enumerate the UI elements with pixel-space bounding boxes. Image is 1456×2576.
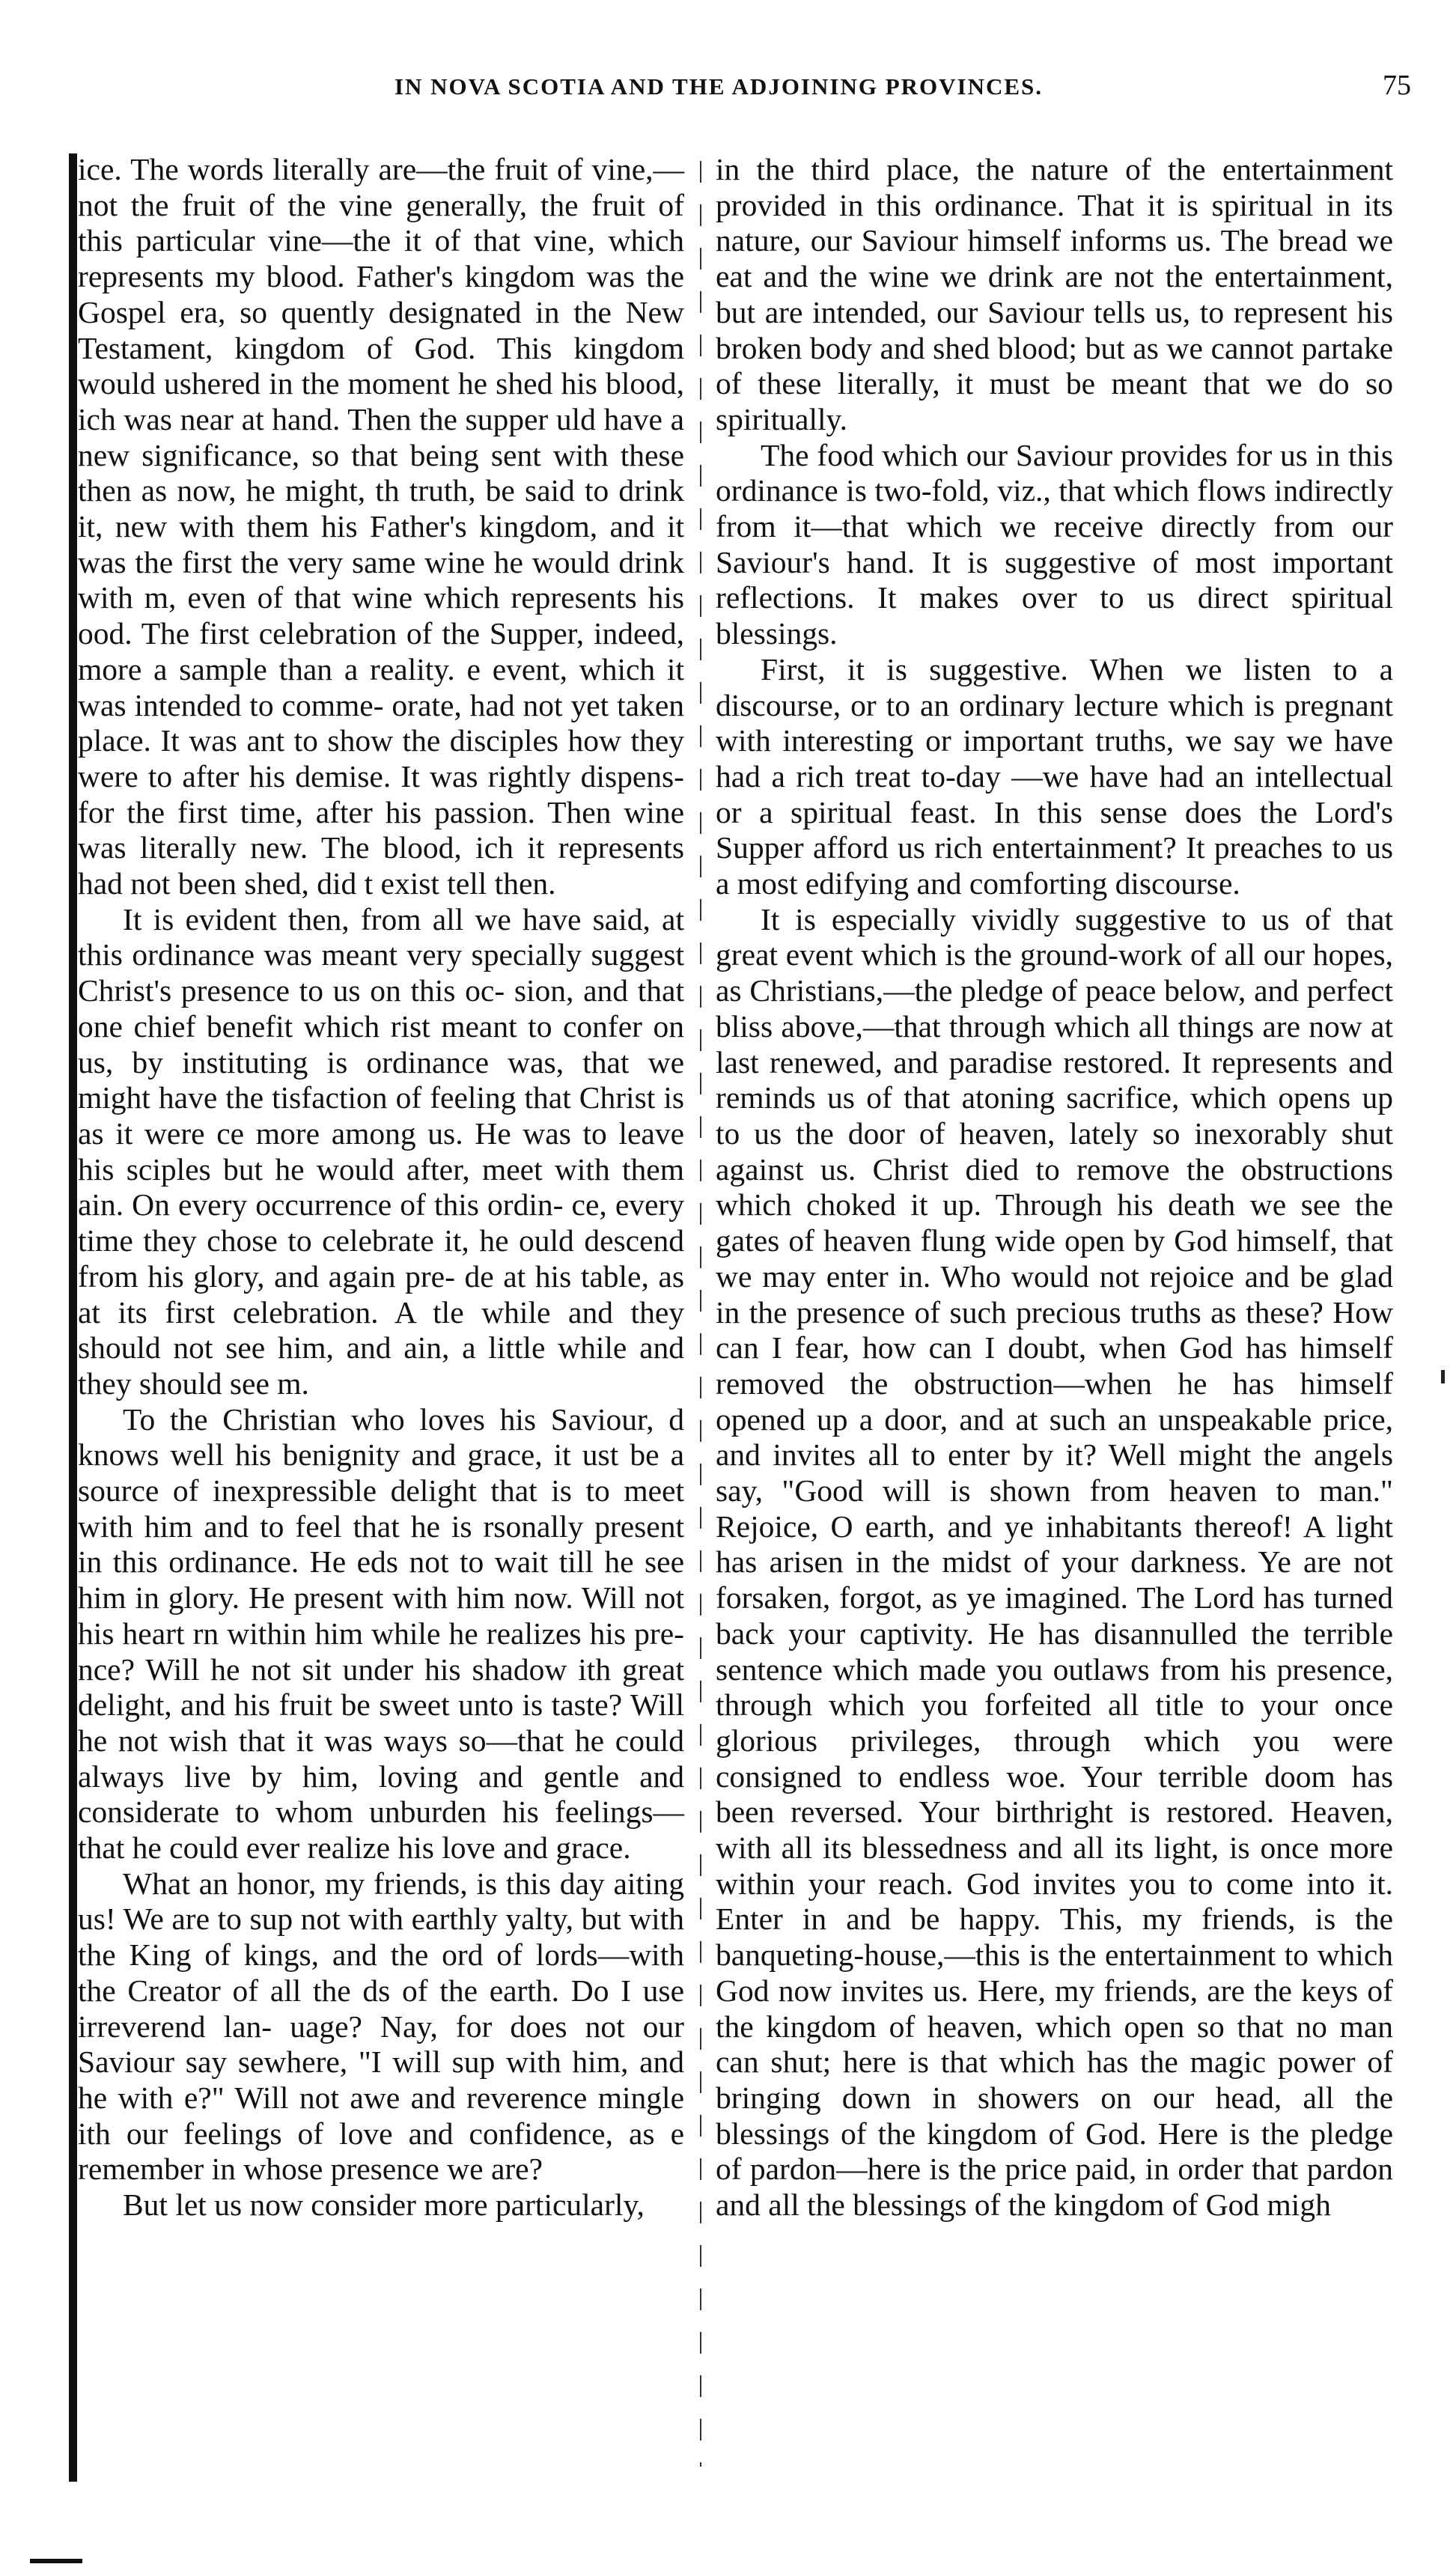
- paragraph: ice. The words literally are—the fruit of vine,—not the fruit of the vine generally, the fruit of this particular vine—the it of that vine, which represents my blood. Father's kingdom was the Gospel era, so quently designated in the New Testament, kingdom of God. This kingdom would ushered in the moment he shed his blood, ich was near at hand. Then the supper uld have a new significance, so that being sent with these then as now, he might, th truth, be said to drink it, new with them his Father's kingdom, and it was the first the very same wine he would drink with m, even of that wine which represents his ood. The first celebration of the Supper, indeed, more a sample than a reality. e event, which it was intended to comme- orate, had not yet taken place. It was ant to show the disciples how they were to after his demise. It was rightly dispens- for the first time, after his passion. Then wine was literally new. The blood, ich it represents had not been shed, did t exist tell then.: [78, 152, 684, 901]
- paragraph: First, it is suggestive. When we listen to a discourse, or to an ordinary lecture which is pregnant with interesting or important truths, we say we have had a rich treat to-day —we have had an intellectual or a spiritual feast. In this sense does the Lord's Supper afford us rich entertainment? It preaches to us a most edifying and comforting discourse.: [716, 651, 1393, 901]
- running-title: IN NOVA SCOTIA AND THE ADJOINING PROVINCES.: [394, 73, 1044, 100]
- binding-shadow: [69, 153, 77, 2482]
- left-column: [78, 152, 684, 2223]
- paragraph: It is especially vividly suggestive to us of that great event which is the ground-work of all our hopes, as Christians,—the pledge of peace below, and perfect bliss above,—that through which all things are now at last renewed, and paradise restored. It represents and reminds us of that atoning sacrifice, which opens up to us the door of heaven, lately so inexorably shut against us. Christ died to remove the obstructions which choked it up. Through his death we see the gates of heaven flung wide open by God himself, that we may enter in. Who would not rejoice and be glad in the presence of such precious truths as these? How can I fear, how can I doubt, when God has himself removed the obstruction—when he has himself opened up a door, and at such an unspeakable price, and invites all to enter by it? Well might the angels say, "Good will is shown from heaven to man." Rejoice, O earth, and ye inhabitants thereof! A light has arisen in the midst of your darkness. Ye are not forsaken, forgot, as ye imagined. The Lord has turned back your captivity. He has disannulled the terrible sentence which made you outlaws from his presence, through which you forfeited all title to your once glorious privileges, through which you were consigned to endless woe. Your terrible doom has been reversed. Your birthright is restored. Heaven, with all its blessedness and all its light, is once more within your reach. God invites you to come into it. Enter in and be happy. This, my friends, is the banqueting-house,—this is the entertainment to which God now invites us. Here, my friends, are the keys of the kingdom of heaven, which open so that no man can shut; here is that which has the magic power of bringing down in showers on our head, all the blessings of the kingdom of God. Here is the pledge of pardon—here is the price paid, in order that pardon and all the blessings of the kingdom of God migh: [716, 901, 1393, 2223]
- paragraph: in the third place, the nature of the entertainment provided in this ordinance. That it is spiritual in its nature, our Saviour himself informs us. The bread we eat and the wine we drink are not the entertainment, but are intended, our Saviour tells us, to represent his broken body and shed blood; but as we cannot partake of these literally, it must be meant that we do so spiritually.: [716, 152, 1393, 436]
- paragraph: The food which our Saviour provides for us in this ordinance is two-fold, viz., that which flows indirectly from it—that which we receive directly from our Saviour's hand. It is suggestive of most important reflections. It makes over to us direct spiritual blessings.: [716, 437, 1393, 651]
- paragraph: It is evident then, from all we have said, at this ordinance was meant very specially suggest Christ's presence to us on this oc- sion, and that one chief benefit which rist meant to confer on us, by instituting is ordinance was, that we might have the tisfaction of feeling that Christ is as it were ce more among us. He was to leave his sciples but he would after, meet with them ain. On every occurrence of this ordin- ce, every time they chose to celebrate it, he ould descend from his glory, and again pre- de at his table, as at its first celebration. A tle while and they should not see him, and ain, a little while and they should see m.: [78, 901, 684, 1401]
- paragraph: To the Christian who loves his Saviour, d knows well his benignity and grace, it ust be a source of inexpressible delight that is to meet with him and to feel that he is rsonally present in this ordinance. He eds not to wait till he see him in glory. He present with him now. Will not his heart rn within him while he realizes his pre- nce? Will he not sit under his shadow ith great delight, and his fruit be sweet unto is taste? Will he not wish that it was ways so—that he could always live by him, loving and gentle and considerate to whom unburden his feelings—that he could ever realize his love and grace.: [78, 1401, 684, 1866]
- page-number: 75: [1383, 70, 1411, 101]
- column-divider: [700, 161, 701, 2467]
- bottom-mark: [30, 2559, 82, 2563]
- right-column: [716, 152, 1393, 2223]
- paragraph: What an honor, my friends, is this day aiting us! We are to sup not with earthly yalty, but with the King of kings, and the ord of lords—with the Creator of all the ds of the earth. Do I use irreverend lan- uage? Nay, for does not our Saviour say sewhere, "I will sup with him, and he with e?" Will not awe and reverence mingle ith our feelings of love and confidence, as e remember in whose presence we are?: [78, 1866, 684, 2187]
- margin-mark: [1441, 1370, 1445, 1383]
- paragraph: But let us now consider more particularly,: [123, 2187, 645, 2223]
